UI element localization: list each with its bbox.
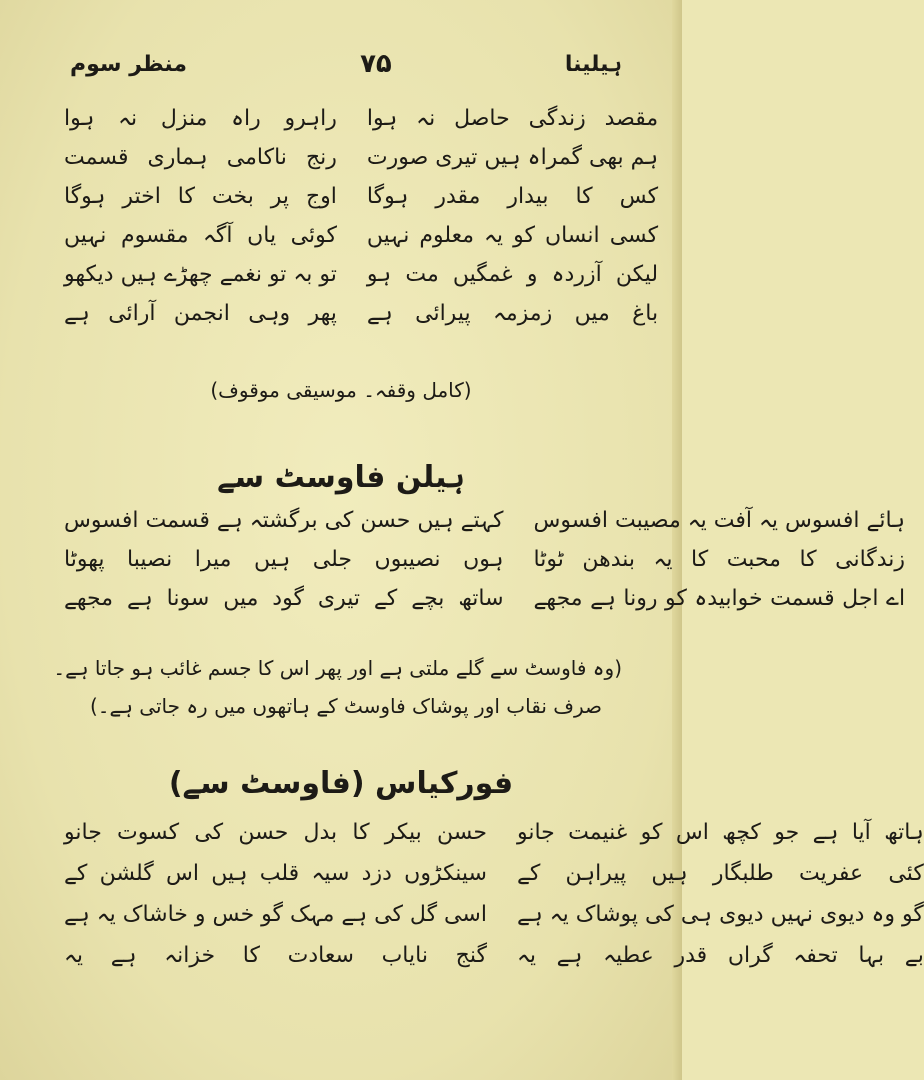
verse-line-right: زندگانی کا محبت کا یہ بندھن ٹوٹا <box>533 547 906 572</box>
page-number: ۷۵ <box>360 49 392 79</box>
verse-line-right: گو وہ دیوی نہیں دیوی ہی کی پوشاک یہ ہے <box>516 902 924 927</box>
verse-line-right: کئی عفریت طلبگار ہیں پیراہن کے <box>516 861 924 886</box>
verse-line-right: ہاتھ آیا ہے جو کچھ اس کو غنیمت جانو <box>516 820 924 845</box>
section-heading-1: ہیلن فاوسٹ سے <box>217 460 465 495</box>
verse-line-left: ہوں نصیبوں جلی ہیں میرا نصیبا پھوٹا <box>64 547 504 572</box>
verse-line-right: اے اجل قسمت خوابیدہ کو رونا ہے مجھے <box>533 586 906 611</box>
verse-line-left: اسی گل کی ہے مہک گو خس و خاشاک یہ ہے <box>64 902 487 927</box>
verse-line-right: ہم بھی گمراہ ہیں تیری صورت <box>366 145 659 170</box>
running-title-left: منظر سوم <box>70 51 187 77</box>
stage-note-1: (کامل وقفہ۔ موسیقی موقوف) <box>210 378 472 402</box>
stanza-2 <box>64 508 906 611</box>
verse-line-left: ساتھ بچے کے تیری گود میں سونا ہے مجھے <box>64 586 504 611</box>
verse-line-left: کہتے ہیں حسن کی برگشتہ ہے قسمت افسوس <box>64 508 504 533</box>
stanza-3 <box>64 820 924 968</box>
verse-line-left: گنج نایاب سعادت کا خزانہ ہے یہ <box>64 943 487 968</box>
stanza-1 <box>64 106 659 326</box>
verse-line-left: پھر وہی انجمن آرائی ہے <box>64 301 337 326</box>
verse-line-left: حسن بیکر کا بدل حسن کی کسوت جانو <box>64 820 487 845</box>
verse-line-right: مقصد زندگی حاصل نہ ہوا <box>366 106 659 131</box>
section-heading-2: فورکیاس (فاوسٹ سے) <box>168 766 514 801</box>
verse-line-left: راہرو راہ منزل نہ ہوا <box>64 106 337 131</box>
verse-line-left: اوج پر بخت کا اختر ہوگا <box>64 184 337 209</box>
verse-line-left: رنج ناکامی ہماری قسمت <box>64 145 337 170</box>
stage-note-2-line1: (وہ فاوسٹ سے گلے ملتی ہے اور پھر اس کا جسم غائب ہو جاتا ہے۔ <box>53 656 622 680</box>
verse-line-left: سینکڑوں دزد سیہ قلب ہیں اس گلشن کے <box>64 861 487 886</box>
verse-line-right: لیکن آزردہ و غمگیں مت ہو <box>366 262 659 287</box>
page-header <box>70 44 622 84</box>
verse-line-right: باغ میں زمزمہ پیرائی ہے <box>366 301 659 326</box>
verse-line-left: کوئی یاں آگہ مقسوم نہیں <box>64 223 337 248</box>
verse-line-right: ہائے افسوس یہ آفت یہ مصیبت افسوس <box>533 508 906 533</box>
verse-line-right: بے بہا تحفہ گراں قدر عطیہ ہے یہ <box>516 943 924 968</box>
verse-line-left: تو بہ تو نغمے چھڑے ہیں دیکھو <box>64 262 337 287</box>
running-title-right: ہیلینا <box>564 51 622 77</box>
verse-line-right: کس کا بیدار مقدر ہوگا <box>366 184 659 209</box>
verse-line-right: کسی انساں کو یہ معلوم نہیں <box>366 223 659 248</box>
stage-note-2-line2: صرف نقاب اور پوشاک فاوسٹ کے ہاتھوں میں رہ جاتی ہے۔) <box>89 694 602 718</box>
